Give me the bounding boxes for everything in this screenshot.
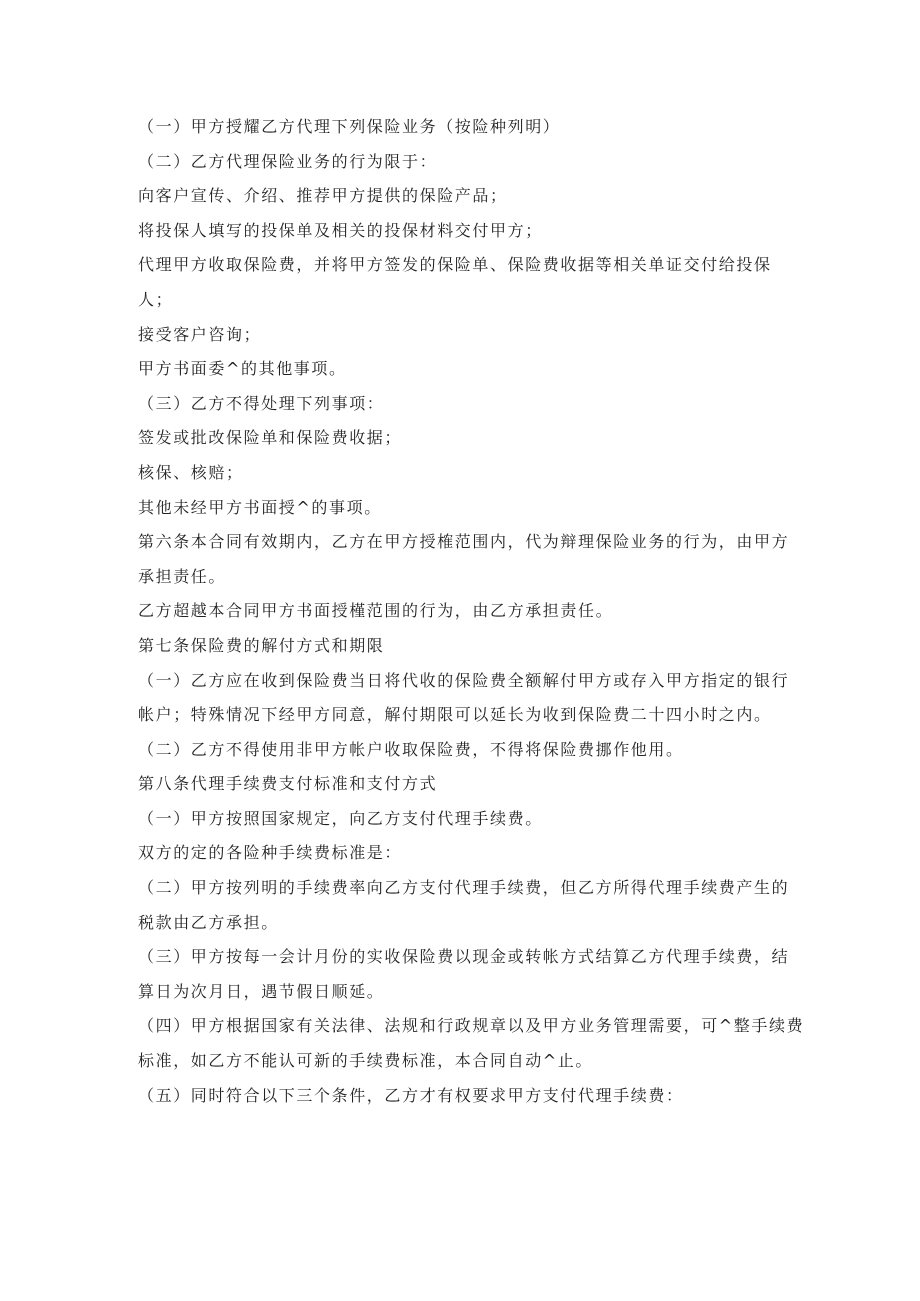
text-line: （一）甲方授耀乙方代理下列保险业务（按险种列明） [138,117,561,136]
text-line: （三）甲方按每一会计月份的实收保险费以现金或转帐方式结算乙方代理手续费，结 [138,947,790,967]
text-line: 向客户宣传、介绍、推荐甲方提供的保险产品； [138,186,508,206]
text-line: （二）乙方不得使用非甲方帐户收取保险费，不得将保险费挪作他用。 [138,739,684,759]
text-line: 乙方超越本合同甲方书面授槿范围的行为，由乙方承担责任。 [138,601,614,621]
text-line: 接受客户咨询； [138,324,262,344]
text-line: （三）乙方不得处理下列事项： [138,393,385,413]
text-line: 将投保人填写的投保单及相关的投保材料交付甲方； [138,220,543,240]
text-line: 承担责任。 [138,566,227,586]
section-heading: 第八条代理手续费支付标准和支付方式 [138,774,438,794]
text-line: 核保、核赔； [138,462,244,482]
text-line: （一）乙方应在收到保险费当日将代收的保险费全额解付甲方或存入甲方指定的银行 [138,670,790,690]
text-line: （二）甲方按列明的手续费率向乙方支付代理手续费，但乙方所得代理手续费产生的 [138,878,790,898]
text-line: 帐户；特殊情况下经甲方同意，解付期限可以延长为收到保险费二十四小时之内。 [138,705,772,725]
text-line: 人； [138,289,174,309]
text-line: （一）甲方按照国家规定，向乙方支付代理手续费。 [138,808,543,828]
section-heading: 第六条本合同有效期内，乙方在甲方授榷范围内，代为辩理保险业务的行为，由甲方 [138,532,790,552]
text-line: 甲方书面委^的其他事项。 [138,359,347,379]
text-line: （四）甲方根据国家有关法律、法规和行政规章以及甲方业务管理需要，可^整手续费 [138,1016,805,1036]
text-line: 签发或批改保险单和保险费收据； [138,428,403,448]
section-heading: 第七条保险费的解付方式和期限 [138,635,385,655]
text-line: （二）乙方代理保险业务的行为限于： [138,151,438,171]
text-line: 算日为次月日，遇节假日顺延。 [138,981,385,1001]
contract-text [138,110,805,1113]
text-line: 其他未经甲方书面授^的事项。 [138,497,382,517]
text-line: 税款由乙方承担。 [138,912,279,932]
text-line: 双方的定的各险种手续费标准是： [138,843,403,863]
text-line: （五）同时符合以下三个条件，乙方才有权要求甲方支付代理手续费： [138,1085,684,1105]
text-line: 标准，如乙方不能认可新的手续费标准，本合同自动^止。 [138,1051,594,1071]
text-line: 代理甲方收取保险费，并将甲方签发的保险单、保险费收据等相关单证交付给投保 [138,255,772,275]
